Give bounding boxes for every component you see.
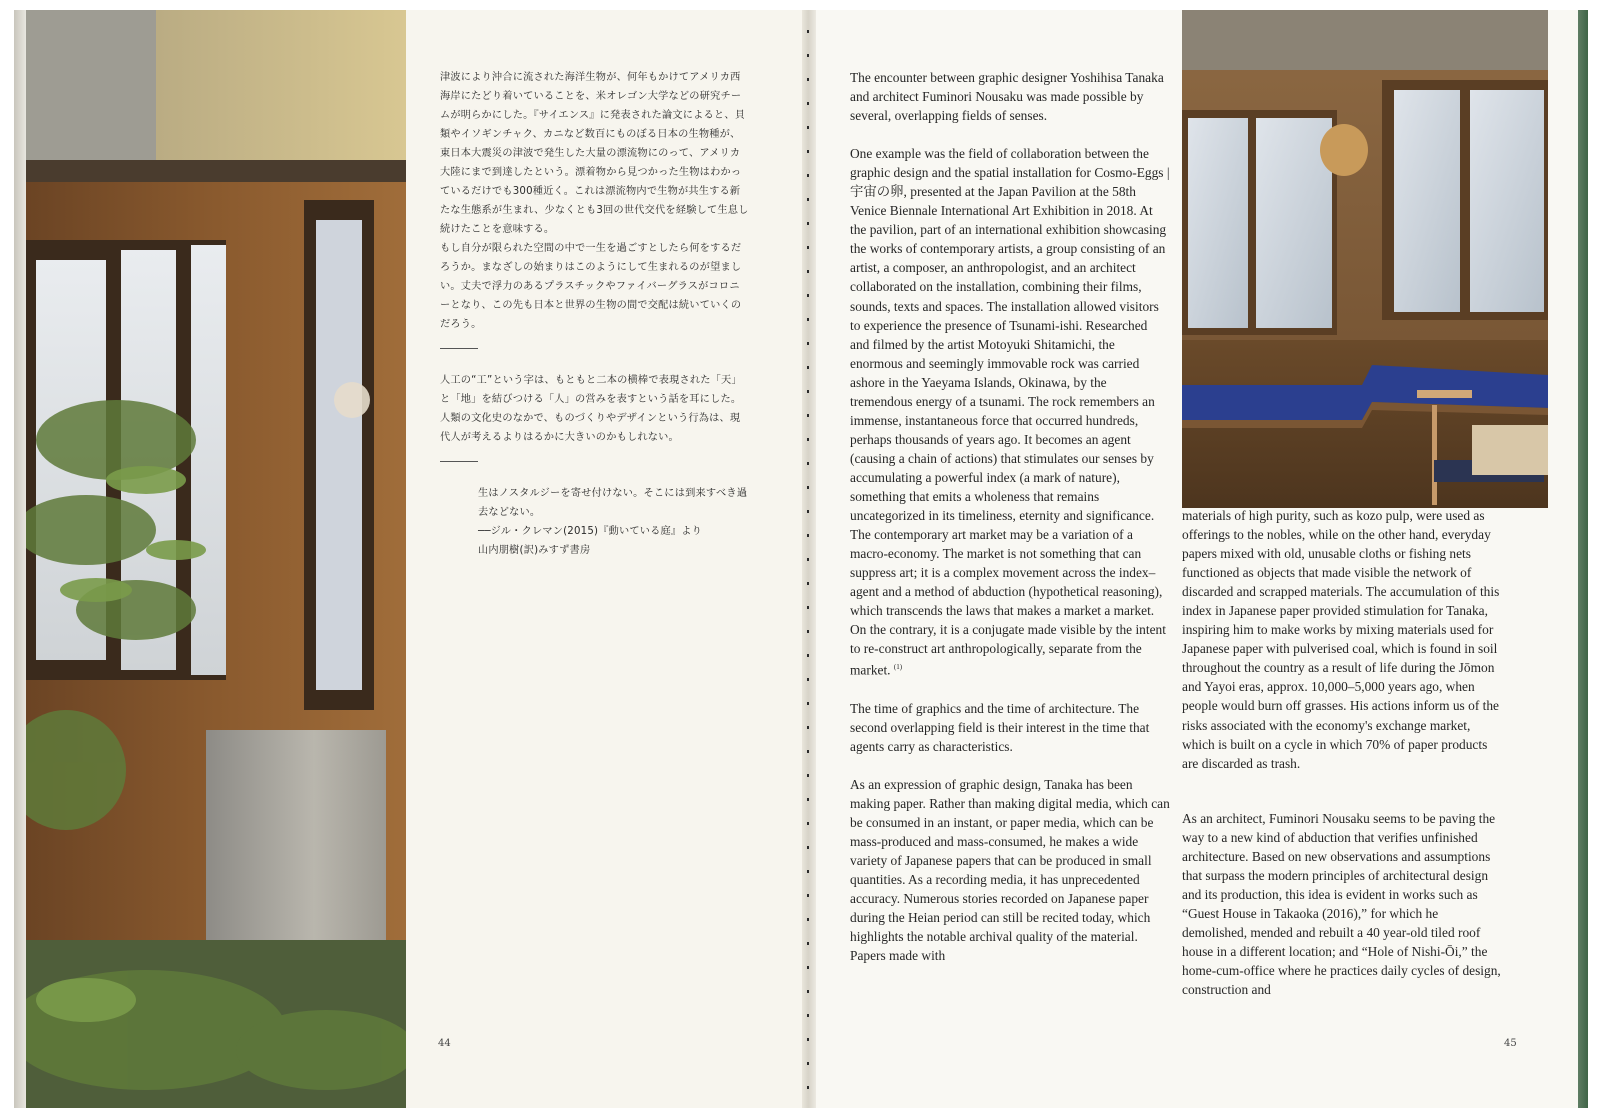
english-column-right-bottom: [1182, 809, 1502, 1018]
quote-source: ──ジル・クレマン(2015)『動いている庭』より: [478, 526, 703, 537]
jp-paragraph: もし自分が限られた空間の中で一生を過ごすとしたら何をするだろうか。まなざしの始まりはこのようにして生まれるのが望ましい。丈夫で浮力のあるプラスチックやファイバーグラスがコロニーとなり、この先も日本と世界の生物の間で交配は続いていくのだろう。: [440, 243, 742, 330]
quote-publisher: 山内朋樹(訳)みすず書房: [478, 545, 591, 556]
footnote-marker: (1): [893, 663, 903, 672]
page-number-left: 44: [438, 1038, 451, 1049]
page-number-right: 45: [1504, 1038, 1517, 1049]
body-paragraph: The encounter between graphic designer Yoshihisa Tanaka and architect Fuminori Nousaku was made possible by several, overlapping fields of senses.: [850, 70, 1164, 124]
facade-photo: [26, 10, 406, 1108]
left-page-edge: [14, 10, 26, 1108]
quote-text: 生はノスタルジーを寄せ付けない。そこには到来すべき過去などない。: [478, 488, 748, 518]
binding-stitch: [807, 30, 809, 1090]
body-paragraph: The time of graphics and the time of architecture. The second overlapping field is their interest in the time that agents carry as characteristics.: [850, 700, 1150, 755]
jp-paragraph: 人工の“工”という字は、もともと二本の横棒で表現された「天」と「地」を結びつける「人」の営みを表すという話を耳にした。人類の文化史のなかで、ものづくりやデザインという行為は、現代人が考えるよりはるかに大きいのかもしれない。: [440, 375, 742, 443]
body-paragraph: As an architect, Fuminori Nousaku seems to be paving the way to a new kind of abduction that verifies unfinished architecture. Based on new observations and assumptions that surpass the modern principles of architectural design and its production, this idea is evident in works such as “Guest House in Takaoka (2016),” for which he demolished, mended and rebuilt a 40 year-old tiled roof house in a different location; and “Hole of Nishi-Ōi,” the home-cum-office where he practices daily cycles of design, construction and: [1182, 811, 1501, 998]
english-column-left: [850, 68, 1170, 985]
epigraph: [478, 484, 750, 560]
cover-edge: [1578, 10, 1588, 1108]
english-column-right-top: [1182, 506, 1502, 792]
jp-paragraph: 津波により沖合に流された海洋生物が、何年もかけてアメリカ西海岸にたどり着いていることを、米オレゴン大学などの研究チームが明らかにした。『サイエンス』に発表された論文によると、貝類やイソギンチャク、カニなど数百にものぼる日本の生物種が、東日本大震災の津波で発生した大量の漂流物にのって、アメリカ大陸にまで到達したという。漂着物から見つかった生物はわかっているだけでも300種近く。これは漂流物内で生物が共生する新たな生態系が生まれ、少なくとも3回の世代交代を経験して生息し続けたことを意味する。: [440, 72, 749, 235]
gutter: [802, 10, 816, 1108]
section-rule: [440, 348, 478, 349]
body-paragraph: As an expression of graphic design, Tanaka has been making paper. Rather than making digital media, which can be consumed in an instant, or paper media, which can be mass-produced and mass-consumed, he makes a wide variety of Japanese papers that can be produced in small quantities. As a recording media, it has unprecedented accuracy. Numerous stories recorded on Japanese paper during the Heian period can still be recited today, which highlights the notable archival quality of the material. Papers made with: [850, 777, 1170, 964]
interior-photo: [1182, 10, 1548, 508]
section-rule: [440, 461, 478, 462]
book-spread: [14, 10, 1588, 1108]
body-paragraph: materials of high purity, such as kozo pulp, were used as offerings to the nobles, while on the other hand, everyday papers mixed with old, unusable cloths or fishing nets functioned as objects that made visible the network of discarded and scrapped materials. The accumulation of this index in Japanese paper provided stimulation for Tanaka, inspiring him to make works by mixing materials used for Japanese paper with pulverised coal, which is found in soil throughout the country as a result of life during the Jōmon and Yayoi eras, approx. 10,000–5,000 years ago, when people would burn off grasses. His actions inform us of the risks associated with the economy's exchange market, which is built on a cycle in which 70% of paper products are discarded as trash.: [1182, 508, 1500, 771]
paragraph-text: One example was the field of collaboration between the graphic design and the spatial installation for Cosmo-Eggs | 宇宙の卵, presented at the Japan Pavilion at the 58th Venice Biennale International Art Exhibition in 2018. At the pavilion, part of an international exhibition showcasing the works of contemporary artists, a group consisting of an artist, a composer, an anthropologist, and an architect collaborated on the installation, combining their films, sounds, texts and spaces. The installation allowed visitors to experience the presence of Tsunami-ishi. Researched and filmed by the artist Motoyuki Shitamichi, the enormous and seemingly immovable rock was carried ashore in the Yaeyama Islands, Okinawa, by the tremendous energy of a tsunami. The rock remembers an immense, instantaneous force that occurred hundreds, perhaps thousands of years ago. It becomes an agent (causing a chain of actions) that stimulates our senses by accumulating a powerful index (a mark of nature), something that emits a wholeness that remains uncategorized in its timeliness, eternity and significance. The contemporary art market may be a variation of a macro-economy. The market is not something that can suppress art; it is a complex movement across the index–agent and a method of abduction (hypothetical reasoning), which transcends the laws that makes a market a market. On the contrary, it is a conjugate made visible by the intent to re-construct art anthropologically, separate from the market.: [850, 146, 1170, 678]
body-paragraph: [850, 144, 1170, 680]
japanese-text-block: [440, 68, 750, 560]
